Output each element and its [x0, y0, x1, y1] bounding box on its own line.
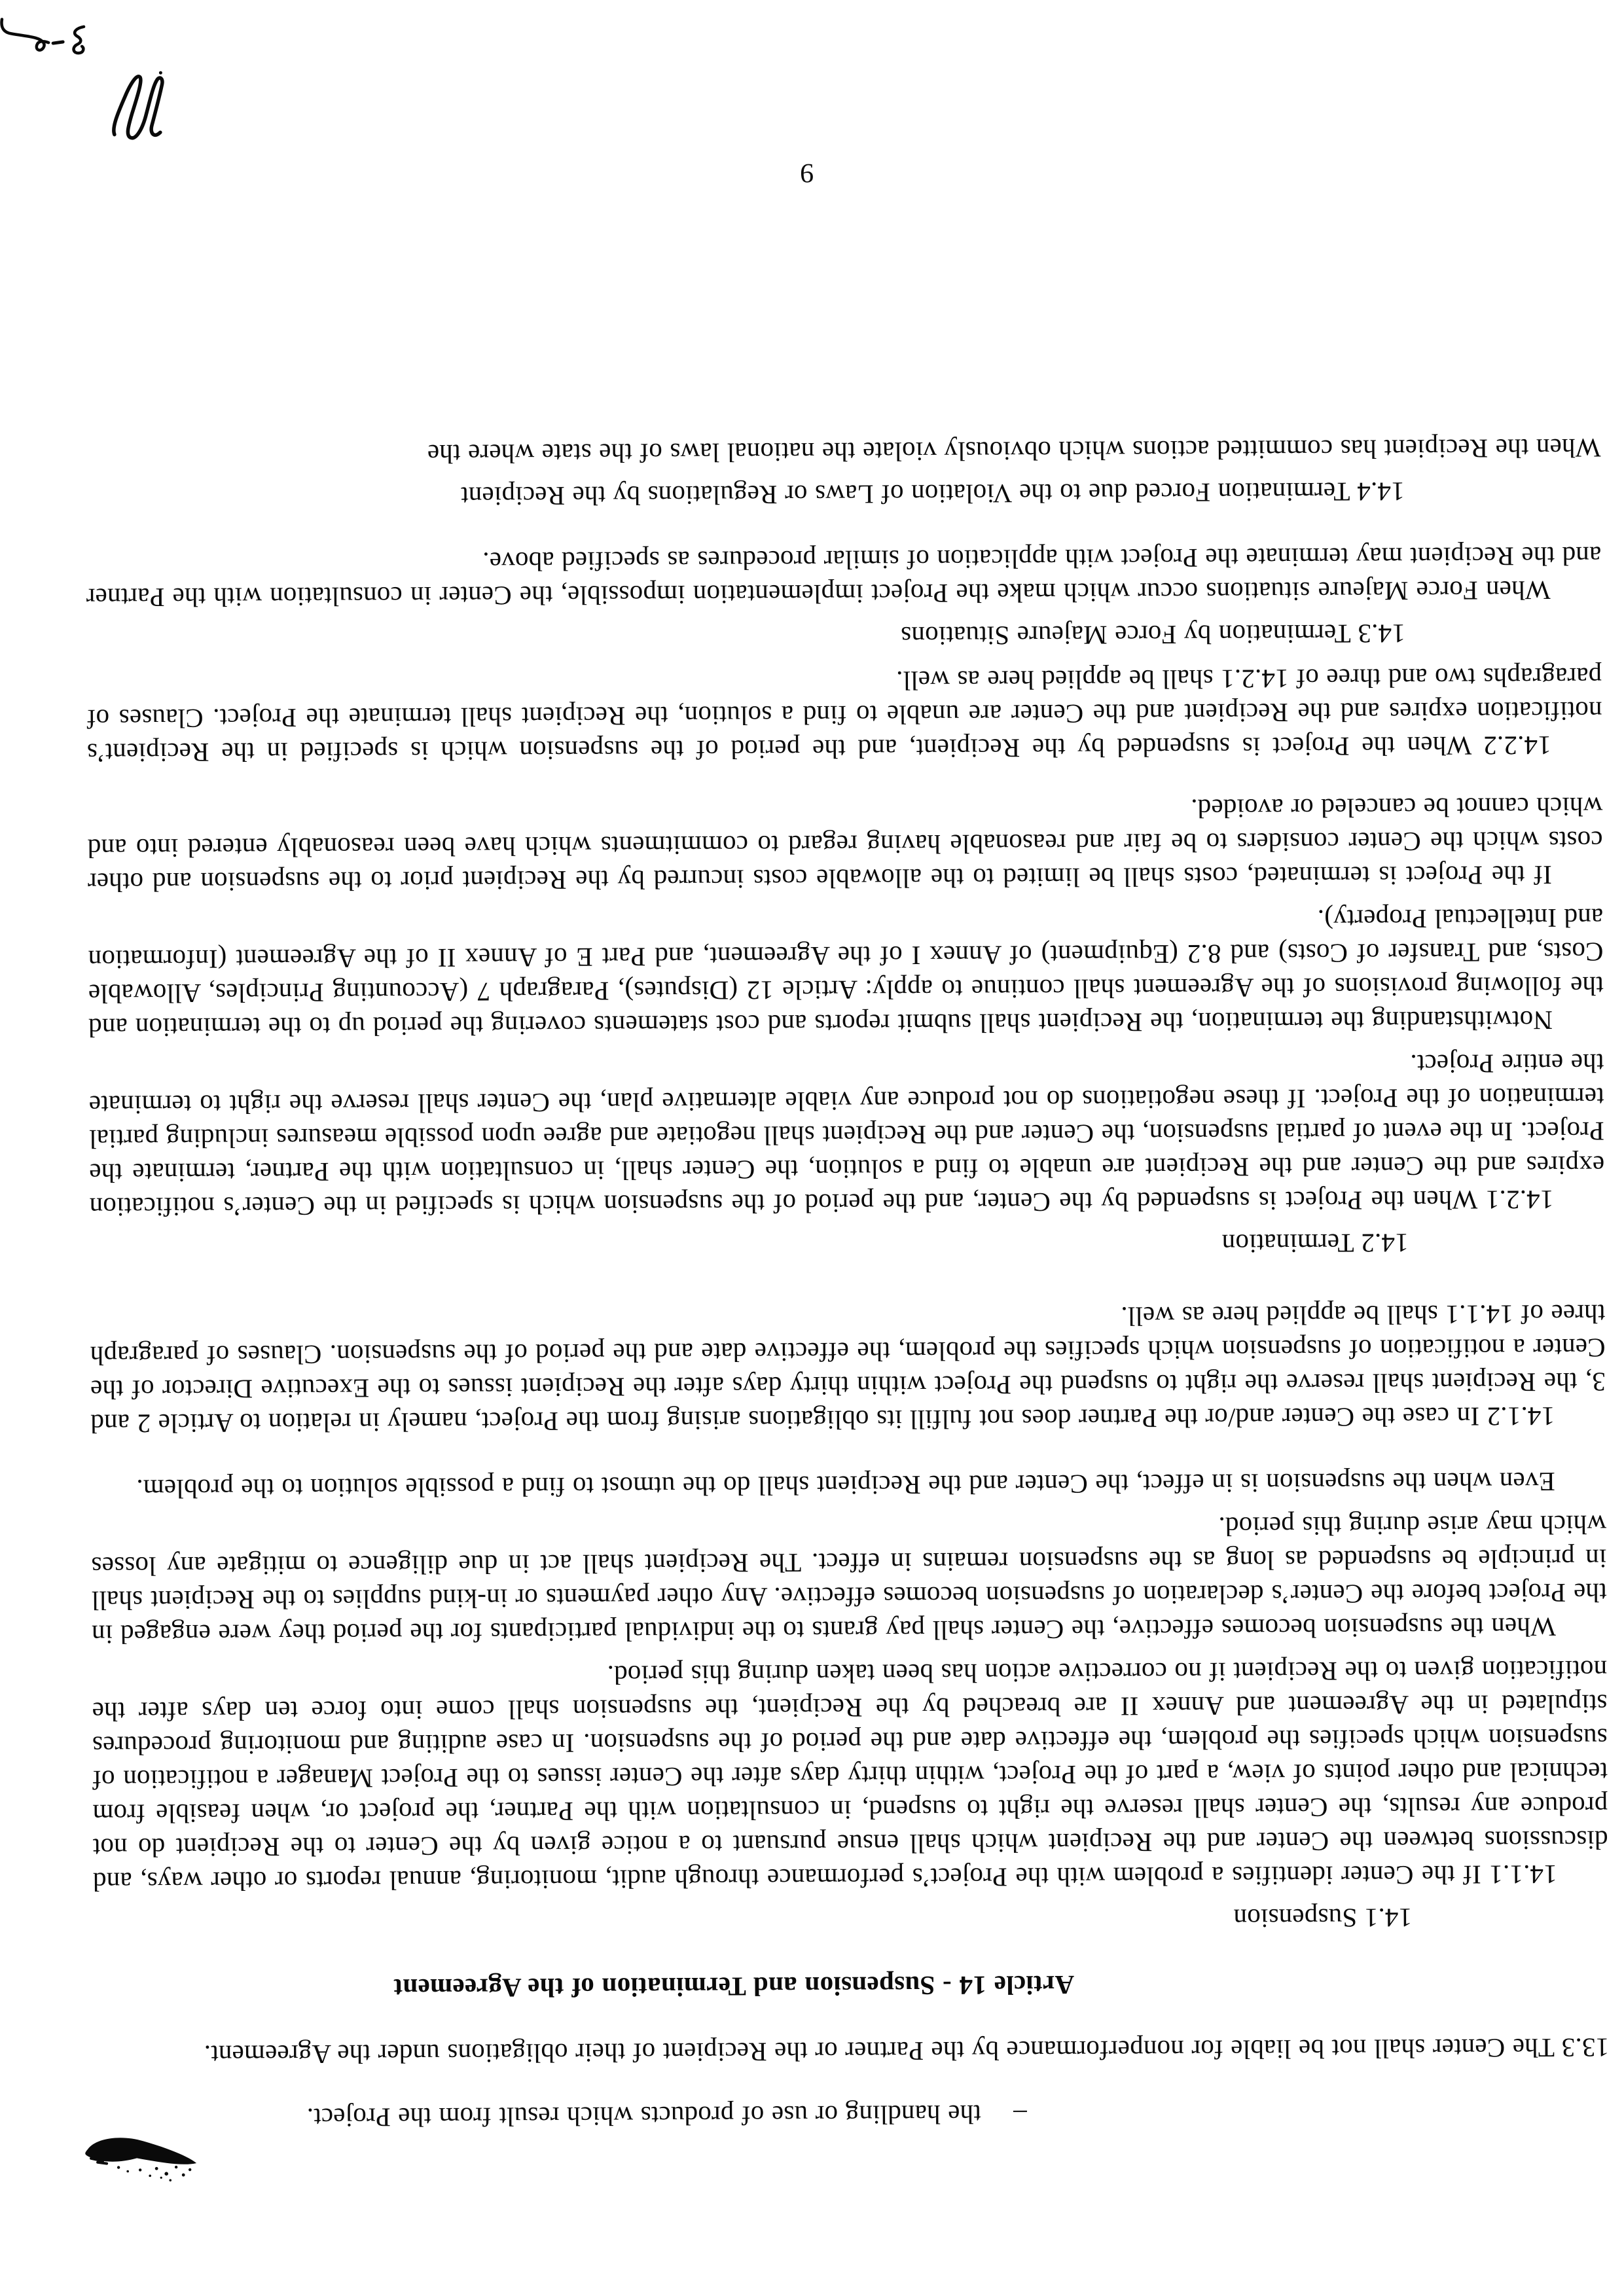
clause-14-1-2-paragraph: 14.1.2 In case the Center and/or the Partner does not fulfill its obligations arising from the Project, namely in relation to Article 2 and 3, the Recipient shall reserve the right to suspend the Project within thirty days after the Recipient issues to the Executive Director of the Center a notification of suspension which specifies the problem, the effective date and the period of the suspension. Clauses of paragraph three of 14.1.1 shall be applied here as well. [90, 1299, 1606, 1439]
article-14-heading: Article 14 - Suspension and Termination of the Agreement [393, 1969, 1075, 2004]
clause-14-1-1-paragraph-3: Even when the suspension is in effect, the Center and the Recipient shall do the utmost to find a possible solution to the problem. [136, 1467, 1555, 1505]
list-item-continuation [94, 2097, 1027, 2136]
section-14-1-heading: 14.1 Suspension [1233, 1903, 1413, 1934]
section-14-3-heading: 14.3 Termination by Force Majeure Situations [900, 619, 1406, 652]
clause-14-2-2-paragraph: 14.2.2 When the Project is suspended by the Recipient, and the period of the suspension which is specified in the Recipient’s notification expires and the Recipient and the Center are unable to find a solution, the Recipient shall terminate the Project. Clauses of paragraphs two and three of 14.2.1 shall be applied here as well. [86, 662, 1602, 768]
section-14-2-heading: 14.2 Termination [1221, 1228, 1409, 1259]
clause-14-4-paragraph: When the Recipient has committed actions which obviously violate the national laws of the state where the [427, 433, 1601, 470]
clause-14-2-1-paragraph-1: 14.2.1 When the Project is suspended by the Center, and the period of the suspension which is specified in the Center’s notification expires and the Center and the Recipient are unable to find a solution, the Center shall, in consultation with the Partner, terminate the Project. In the event of partial suspension, the Center and the Recipient shall negotiate and agree upon possible measures including partial termination of the Project. If these negotiations do not produce any viable alternative plan, the Center shall reserve the right to terminate the entire Project. [88, 1048, 1605, 1223]
clause-14-2-1-paragraph-2: Notwithstanding the termination, the Recipient shall submit reports and cost statements covering the period up to the termination and the following provisions of the Agreement shall continue to apply: Article 12 (Disputes), Paragraph 7 (Accounting Principles, Allowable Costs, and Transfer of Costs) and 8.2 (Equipment) of Annex I of the Agreement, and Part E of Annex II of the Agreement (Information and Intellectual Property). [88, 903, 1604, 1043]
handwritten-initials-icon [106, 67, 169, 143]
section-14-4-heading: 14.4 Termination Forced due to the Violation of Laws or Regulations by the Recipient [460, 476, 1405, 512]
clause-14-2-1-paragraph-3: If the Project is terminated, costs shall be limited to the allowable costs incurred by the Recipient prior to the suspension and other costs which the Center considers to be fair and reasonable having regard to commitments which have been reasonably entered into and which cannot be canceled or avoided. [87, 791, 1603, 898]
clause-13-3: 13.3 The Center shall not be liable for nonperformance by the Partner or the Recipient of their obligations under the Agreement. [204, 2032, 1610, 2070]
clause-14-1-1-paragraph-1: 14.1.1 If the Center identifies a problem with the Project’s performance through audit, monitoring, annual reports or other ways, and discussions between the Center and the Recipient which shall ensue pursuant to a notice given by the Center to the Recipient do not produce any results, the Center shall reserve the right to suspend, in consultation with the Partner, the project or, when feasible from technical and other points of view, a part of the Project, within thirty days after the Center issues to the Project Manager a notification of suspension which specifies the problem, the effective date and the period of the suspension. In case auditing and monitoring procedures stipulated in the Agreement and Annex II are breached by the Recipient, the suspension shall come into force ten days after the notification given to the Recipient if no corrective action has been taken during this period. [92, 1655, 1608, 1897]
document-body [85, 422, 1610, 2136]
page-number: 9 [800, 157, 814, 188]
list-item-text: the handling or use of products which result from the Project. [306, 2099, 981, 2134]
ink-smudge-stamp-icon [78, 2129, 209, 2192]
clause-14-3-paragraph: When Force Majeure situations occur which make the Project implementation impossible, the Center in consultation with the Partner and the Recipient may terminate the Project with application of similar procedures as specified above. [86, 541, 1602, 613]
clause-14-1-1-paragraph-2: When the suspension becomes effective, the Center shall pay grants to the individual participants for the period they were engaged in the Project before the Center’s declaration of suspension becomes effective. Any other payments or in-kind supplies to the Recipient shall in principle be suspended as long as the suspension remains in effect. The Recipient shall act in due diligence to mitigate any losses which may arise during this period. [91, 1509, 1607, 1650]
dash-bullet: – [1013, 2099, 1027, 2130]
handwritten-squiggle-icon [0, 14, 93, 63]
